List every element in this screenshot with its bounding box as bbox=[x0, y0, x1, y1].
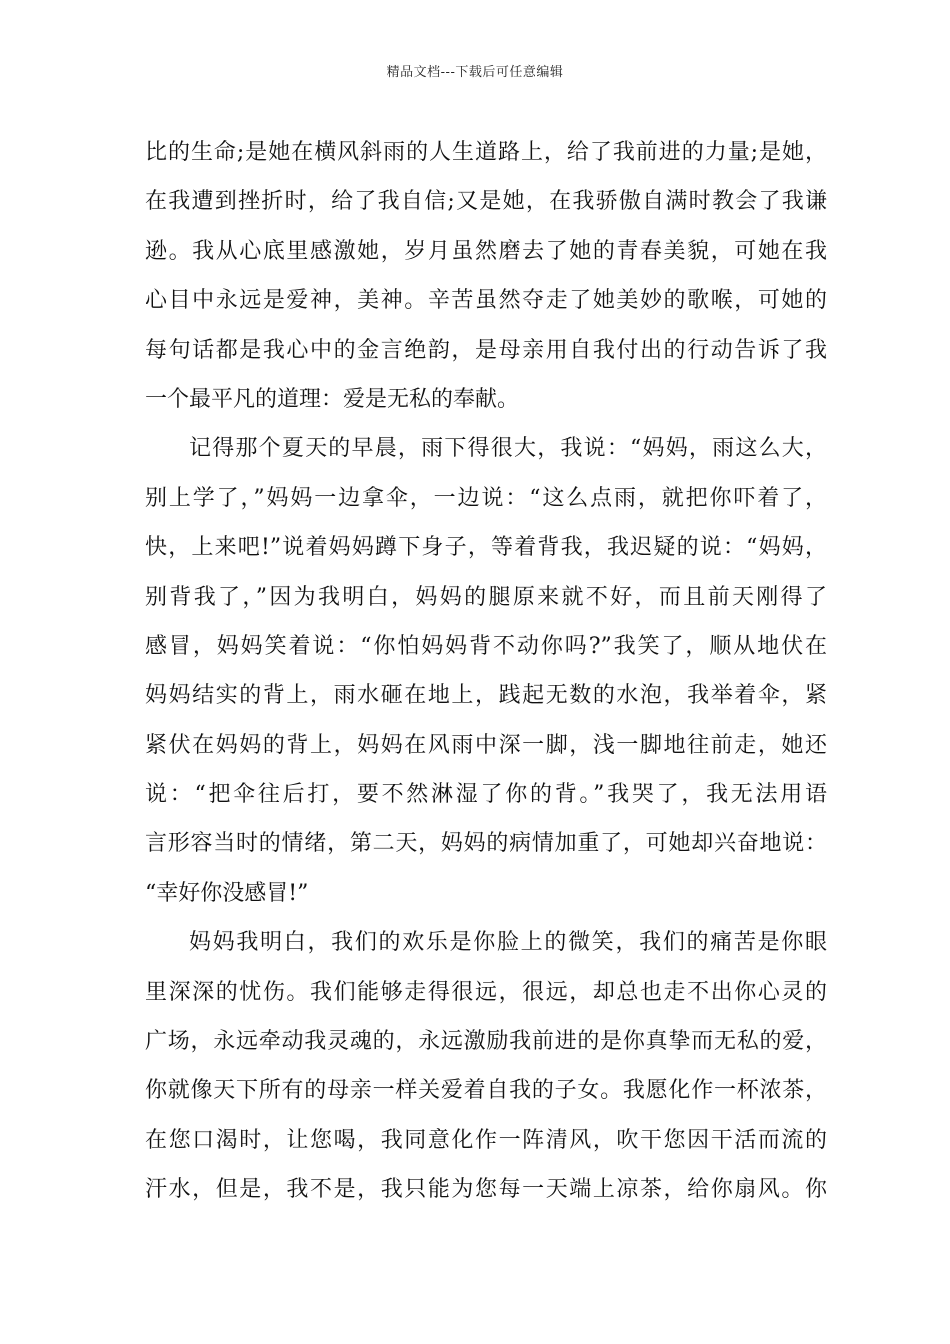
body-line: 说：“把伞往后打，要不然淋湿了你的背。”我哭了，我无法用语 bbox=[145, 782, 827, 808]
body-line: 别背我了，”因为我明白，妈妈的腿原来就不好，而且前天刚得了 bbox=[145, 584, 827, 610]
body-line: 你就像天下所有的母亲一样关爱着自我的子女。我愿化作一杯浓茶， bbox=[145, 1078, 827, 1104]
body-line: 广场，永远牵动我灵魂的，永远激励我前进的是你真挚而无私的爱， bbox=[145, 1029, 827, 1055]
body-line: 感冒，妈妈笑着说：“你怕妈妈背不动你吗?”我笑了，顺从地伏在 bbox=[145, 633, 827, 659]
body-line: 汗水，但是，我不是，我只能为您每一天端上凉茶，给你扇风。你 bbox=[145, 1177, 827, 1203]
document-body bbox=[145, 128, 827, 1215]
body-line: 一个最平凡的道理：爱是无私的奉献。 bbox=[145, 386, 520, 412]
body-line: 在我遭到挫折时，给了我自信;又是她，在我骄傲自满时教会了我谦 bbox=[145, 189, 827, 215]
body-line: 快，上来吧!”说着妈妈蹲下身子，等着背我，我迟疑的说：“妈妈， bbox=[145, 535, 827, 561]
body-line: 逊。我从心底里感激她，岁月虽然磨去了她的青春美貌，可她在我 bbox=[145, 238, 827, 264]
body-line: 每句话都是我心中的金言绝韵，是母亲用自我付出的行动告诉了我 bbox=[145, 337, 827, 363]
paragraph-first-line: 记得那个夏天的早晨，雨下得很大，我说：“妈妈，雨这么大， bbox=[189, 436, 827, 462]
body-line: “幸好你没感冒!” bbox=[145, 880, 309, 906]
body-line: 里深深的忧伤。我们能够走得很远，很远，却总也走不出你心灵的 bbox=[145, 979, 827, 1005]
page-header: 精品文档---下载后可任意编辑 bbox=[386, 65, 564, 80]
body-line: 别上学了，”妈妈一边拿伞，一边说：“这么点雨，就把你吓着了， bbox=[145, 485, 827, 511]
body-line: 紧伏在妈妈的背上，妈妈在风雨中深一脚，浅一脚地往前走，她还 bbox=[145, 732, 827, 758]
paragraph-first-line: 妈妈我明白，我们的欢乐是你脸上的微笑，我们的痛苦是你眼 bbox=[189, 930, 827, 956]
body-line: 比的生命;是她在横风斜雨的人生道路上，给了我前进的力量;是她， bbox=[145, 140, 827, 165]
body-line: 心目中永远是爱神，美神。辛苦虽然夺走了她美妙的歌喉，可她的 bbox=[145, 288, 827, 314]
body-line: 在您口渴时，让您喝，我同意化作一阵清风，吹干您因干活而流的 bbox=[145, 1127, 827, 1153]
body-line: 妈妈结实的背上，雨水砸在地上，践起无数的水泡，我举着伞，紧 bbox=[145, 683, 827, 709]
body-line: 言形容当时的情绪，第二天，妈妈的病情加重了，可她却兴奋地说： bbox=[145, 831, 827, 857]
